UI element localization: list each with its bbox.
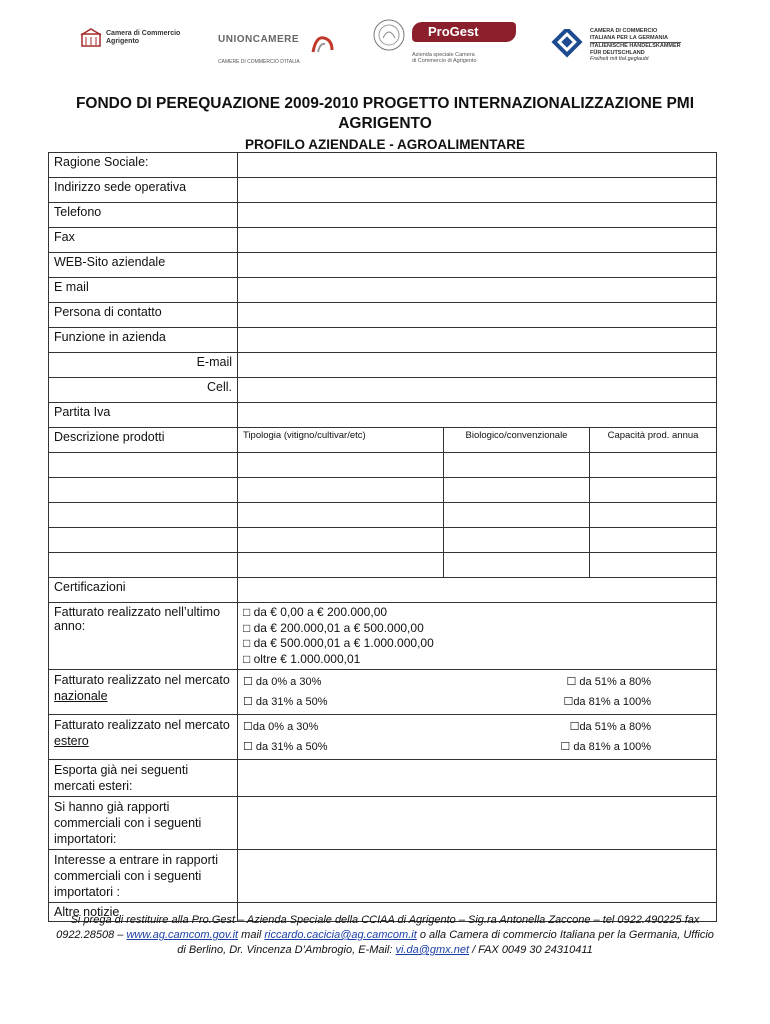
product-cell[interactable] bbox=[49, 503, 238, 528]
product-cell[interactable] bbox=[49, 553, 238, 578]
label-fax: Fax bbox=[49, 228, 238, 253]
label-esporta: Esporta già nei seguenti mercati esteri: bbox=[49, 760, 238, 797]
input-certificazioni[interactable] bbox=[238, 578, 717, 603]
label-est-underlined: estero bbox=[54, 734, 89, 748]
itkam-emblem-icon bbox=[550, 29, 584, 61]
product-cell[interactable] bbox=[49, 528, 238, 553]
page-subtitle: PROFILO AZIENDALE - AGROALIMENTARE bbox=[245, 137, 525, 152]
itkam-line3: ITALIENISCHE HANDELSKAMMER bbox=[590, 43, 681, 49]
product-cell[interactable] bbox=[49, 478, 238, 503]
progest-seal bbox=[372, 18, 406, 52]
product-cell[interactable] bbox=[444, 478, 590, 503]
label-partita-iva: Partita Iva bbox=[49, 403, 238, 428]
fatturato-option-checkbox[interactable]: □ da € 0,00 a € 200.000,00 bbox=[243, 605, 388, 619]
product-cell[interactable] bbox=[238, 478, 444, 503]
product-cell[interactable] bbox=[444, 453, 590, 478]
label-indirizzo: Indirizzo sede operativa bbox=[49, 178, 238, 203]
page-title bbox=[60, 94, 710, 134]
footer-text: o alla Camera di commercio Italiana per la Germania, Ufficio di Berlino, Dr. Vincenza D’Ambrogio, E-Mail: bbox=[177, 929, 714, 956]
itkam-line4: FÜR DEUTSCHLAND bbox=[590, 49, 645, 56]
unioncamere-text: UNIONCAMERE bbox=[218, 34, 300, 45]
naz-option-checkbox[interactable]: ☐ da 31% a 50% bbox=[243, 696, 328, 708]
input-persona-contatto[interactable] bbox=[238, 303, 717, 328]
input-interesse[interactable] bbox=[238, 850, 717, 903]
label-fatturato-nazionale bbox=[49, 670, 238, 715]
progest-logo bbox=[412, 22, 516, 64]
product-cell[interactable] bbox=[238, 553, 444, 578]
product-cell[interactable] bbox=[49, 453, 238, 478]
title-line1: FONDO DI PEREQUAZIONE 2009-2010 PROGETTO INTERNAZIONALIZZAZIONE PMI bbox=[75, 95, 695, 112]
input-funzione[interactable] bbox=[238, 328, 717, 353]
progest-text: ProGest bbox=[412, 22, 516, 42]
est-option-checkbox[interactable]: ☐da 0% a 30% bbox=[243, 721, 319, 733]
product-cell[interactable] bbox=[444, 503, 590, 528]
label-web: WEB-Sito aziendale bbox=[49, 253, 238, 278]
unioncamere-logo bbox=[218, 34, 300, 65]
col-tipologia: Tipologia (vitigno/cultivar/etc) bbox=[238, 428, 444, 453]
input-telefono[interactable] bbox=[238, 203, 717, 228]
input-rapporti[interactable] bbox=[238, 797, 717, 850]
input-fax[interactable] bbox=[238, 228, 717, 253]
label-naz-underlined: nazionale bbox=[54, 689, 108, 703]
label-altre-notizie: Altre notizie bbox=[49, 903, 238, 922]
label-descrizione-prodotti: Descrizione prodotti bbox=[49, 428, 238, 453]
naz-option-checkbox[interactable]: ☐ da 51% a 80% bbox=[566, 676, 651, 688]
cciaa-line1: Camera di Commercio bbox=[106, 30, 181, 37]
product-cell[interactable] bbox=[238, 453, 444, 478]
label-interesse: Interesse a entrare in rapporti commerciali con i seguenti importatori : bbox=[49, 850, 238, 903]
footer-fax: / FAX 0049 30 24310411 bbox=[469, 944, 593, 956]
input-contact-cell[interactable] bbox=[238, 378, 717, 403]
itkam-line2: ITALIANA PER LA GERMANIA bbox=[590, 34, 669, 41]
product-cell[interactable] bbox=[590, 553, 717, 578]
fatturato-option-checkbox[interactable]: □ da € 200.000,01 a € 500.000,00 bbox=[243, 620, 424, 635]
input-contact-email[interactable] bbox=[238, 353, 717, 378]
logo-bar bbox=[0, 14, 770, 74]
fatturato-option-checkbox[interactable]: □ oltre € 1.000.000,01 bbox=[243, 651, 361, 666]
naz-option-checkbox[interactable]: ☐da 81% a 100% bbox=[563, 696, 651, 708]
label-telefono: Telefono bbox=[49, 203, 238, 228]
input-partita-iva[interactable] bbox=[238, 403, 717, 428]
est-option-checkbox[interactable]: ☐ da 31% a 50% bbox=[243, 741, 328, 753]
col-capacita: Capacità prod. annua bbox=[590, 428, 717, 453]
product-cell[interactable] bbox=[238, 528, 444, 553]
itkam-logo bbox=[550, 28, 681, 63]
label-est-text: Fatturato realizzato nel mercato bbox=[54, 718, 230, 732]
cciaa-agrigento-logo bbox=[80, 28, 180, 48]
est-option-checkbox[interactable]: ☐da 51% a 80% bbox=[569, 721, 651, 733]
label-certificazioni: Certificazioni bbox=[49, 578, 238, 603]
input-email[interactable] bbox=[238, 278, 717, 303]
label-email: E mail bbox=[49, 278, 238, 303]
nazionale-options bbox=[238, 670, 717, 715]
itkam-line1: CAMERA DI COMMERCIO bbox=[590, 28, 658, 34]
label-funzione: Funzione in azienda bbox=[49, 328, 238, 353]
fatturato-option-checkbox[interactable]: □ da € 500.000,01 a € 1.000.000,00 bbox=[243, 636, 434, 650]
estero-options bbox=[238, 715, 717, 760]
col-biologico: Biologico/convenzionale bbox=[444, 428, 590, 453]
company-profile-form bbox=[48, 152, 717, 922]
progest-sub2: di Commercio di Agrigento bbox=[412, 58, 477, 64]
label-fatturato-estero bbox=[49, 715, 238, 760]
cciaa-emblem-icon bbox=[80, 28, 102, 48]
product-cell[interactable] bbox=[590, 503, 717, 528]
unioncamere-sub: CAMERE DI COMMERCIO D'ITALIA bbox=[218, 59, 300, 65]
progest-sub1: Azienda speciale Camera bbox=[412, 52, 475, 58]
seal-icon bbox=[372, 18, 406, 52]
label-ragione-sociale: Ragione Sociale: bbox=[49, 153, 238, 178]
label-contact-email: E-mail bbox=[49, 353, 238, 378]
product-cell[interactable] bbox=[590, 478, 717, 503]
input-indirizzo[interactable] bbox=[238, 178, 717, 203]
label-contact-cell: Cell. bbox=[49, 378, 238, 403]
footer-email-link[interactable]: riccardo.cacicia@ag.camcom.it bbox=[264, 929, 417, 941]
unioncamere-mark bbox=[310, 32, 336, 56]
input-esporta[interactable] bbox=[238, 760, 717, 797]
title-line2: AGRIGENTO bbox=[338, 115, 432, 132]
label-naz-text: Fatturato realizzato nel mercato bbox=[54, 673, 230, 687]
unioncamere-mark-icon bbox=[310, 32, 336, 56]
fatturato-options bbox=[238, 603, 717, 670]
label-fatturato: Fatturato realizzato nell’ultimo anno: bbox=[49, 603, 238, 670]
product-cell[interactable] bbox=[590, 453, 717, 478]
product-cell[interactable] bbox=[238, 503, 444, 528]
est-option-checkbox[interactable]: ☐ da 81% a 100% bbox=[560, 741, 651, 753]
product-cell[interactable] bbox=[444, 553, 590, 578]
itkam-line5: Freiheit mit Ital.geglaubt bbox=[590, 56, 649, 62]
label-rapporti: Si hanno già rapporti commerciali con i seguenti importatori: bbox=[49, 797, 238, 850]
input-ragione-sociale[interactable] bbox=[238, 153, 717, 178]
product-cell[interactable] bbox=[444, 528, 590, 553]
naz-option-checkbox[interactable]: ☐ da 0% a 30% bbox=[243, 676, 322, 688]
cciaa-line2: Agrigento bbox=[106, 38, 140, 45]
footer-note bbox=[55, 913, 715, 958]
label-persona-contatto: Persona di contatto bbox=[49, 303, 238, 328]
footer-email-link-berlin[interactable]: vi.da@gmx.net bbox=[395, 944, 470, 956]
footer-text: mail bbox=[238, 929, 265, 941]
input-web[interactable] bbox=[238, 253, 717, 278]
product-cell[interactable] bbox=[590, 528, 717, 553]
footer-website-link[interactable]: www.ag.camcom.gov.it bbox=[126, 929, 239, 941]
footer-text: Si prega di restituire alla Pro.Gest – Azienda Speciale della CCIAA di Agrigento – Sig.ra Antonella Zaccone – tel 0922.490225 fax 0922.28508 – bbox=[56, 914, 700, 941]
